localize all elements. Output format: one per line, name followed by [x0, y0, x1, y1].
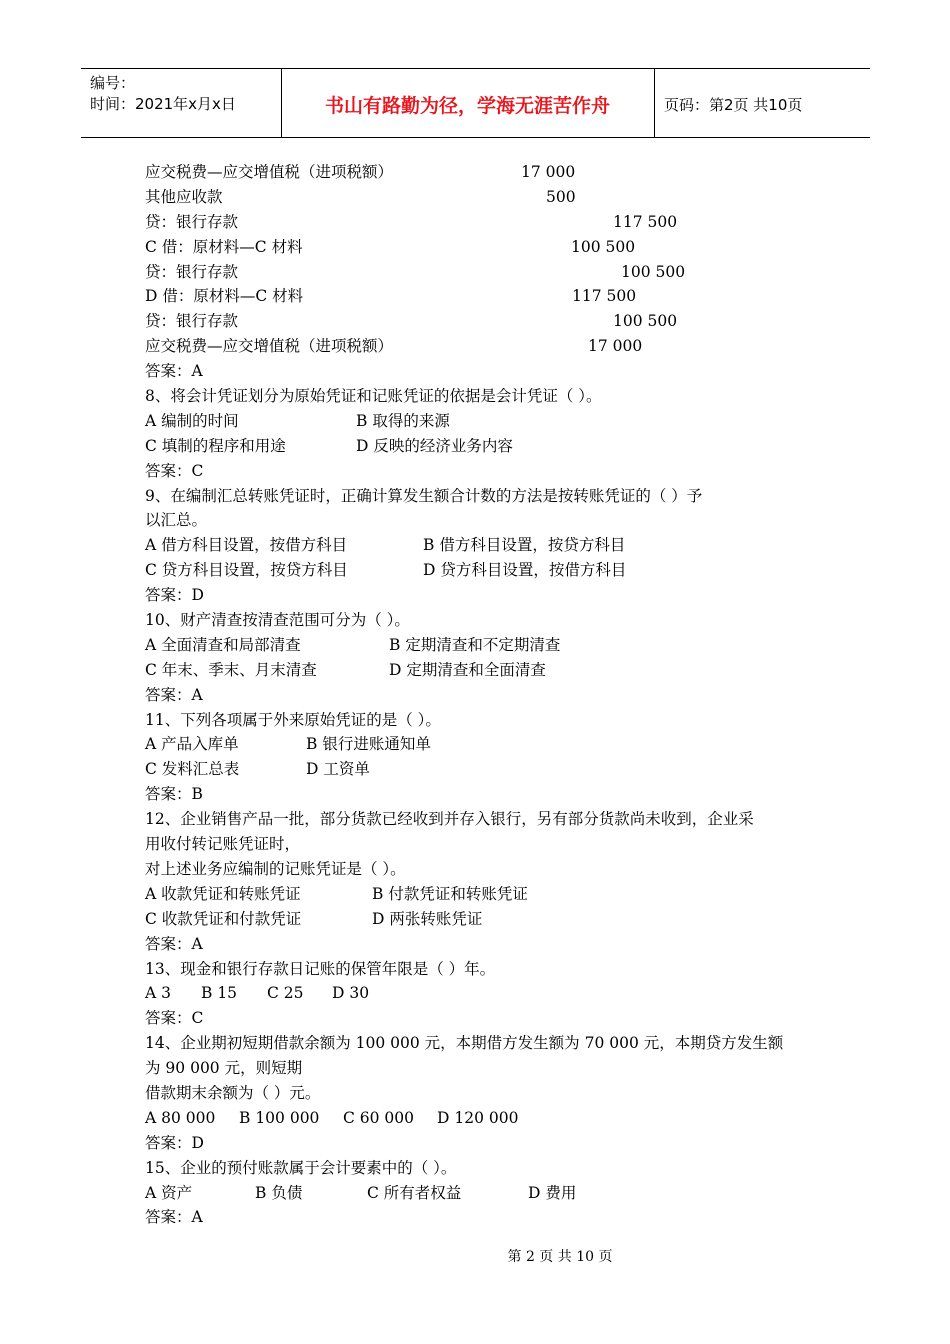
line-text: D 借：原材料—C 材料: [145, 287, 304, 306]
line-text: 答案：C: [145, 1009, 204, 1028]
text-line: [145, 210, 810, 235]
answer-option: C 收款凭证和付款凭证: [145, 909, 302, 928]
page-footer: 第 2 页 共 10 页: [507, 1249, 613, 1265]
page-header: [81, 68, 870, 138]
document-body: [145, 160, 810, 1230]
answer-option: D 120 000: [437, 1108, 519, 1127]
line-text: 答案：A: [145, 1208, 203, 1227]
answer-option: C 60 000: [343, 1108, 415, 1127]
text-line: [145, 334, 810, 359]
text-line: [145, 732, 810, 757]
text-line: [145, 1081, 810, 1106]
text-line: [145, 907, 810, 932]
answer-option: B 100 000: [239, 1108, 320, 1127]
answer-option: D 两张转账凭证: [372, 909, 483, 928]
amount: 117 500: [613, 212, 678, 231]
line-text: C 借：原材料—C 材料: [145, 237, 303, 256]
text-line: [145, 1106, 810, 1131]
text-line: [145, 1205, 810, 1230]
line-text: 答案：D: [145, 586, 204, 605]
header-motto-cell: [281, 69, 655, 137]
answer-option: D 工资单: [306, 760, 370, 779]
line-text: 11、下列各项属于外来原始凭证的是（ ）。: [145, 710, 441, 729]
line-text: 贷：银行存款: [145, 312, 239, 331]
number-label: 编号：: [90, 74, 136, 92]
text-line: [145, 1181, 810, 1206]
text-line: [145, 1056, 810, 1081]
answer-option: A 资产: [145, 1183, 193, 1202]
line-text: 答案：A: [145, 685, 203, 704]
line-text: 借款期末余额为（ ）元。: [145, 1083, 321, 1102]
answer-option: B 付款凭证和转账凭证: [372, 884, 528, 903]
answer-option: A 3: [145, 984, 171, 1003]
line-text: 10、财产清查按清查范围可分为（ ）。: [145, 611, 410, 630]
answer-option: D 费用: [528, 1183, 577, 1202]
amount: 17 000: [588, 337, 643, 356]
header-page-cell: [655, 69, 870, 137]
answer-option: C 发料汇总表: [145, 760, 240, 779]
text-line: [145, 708, 810, 733]
text-line: [145, 683, 810, 708]
text-line: [145, 583, 810, 608]
text-line: [145, 882, 810, 907]
text-line: [145, 459, 810, 484]
line-text: 13、现金和银行存款日记账的保管年限是（ ）年。: [145, 959, 496, 978]
answer-option: A 80 000: [145, 1108, 216, 1127]
text-line: [145, 782, 810, 807]
answer-option: B 银行进账通知单: [306, 735, 431, 754]
line-text: 9、在编制汇总转账凭证时，正确计算发生额合计数的方法是按转账凭证的（ ）予: [145, 486, 703, 505]
amount: 100 500: [621, 262, 686, 281]
text-line: [145, 284, 810, 309]
line-text: 为 90 000 元，则短期: [145, 1059, 303, 1078]
answer-option: B 借方科目设置，按贷方科目: [423, 536, 626, 555]
text-line: [145, 757, 810, 782]
text-line: [145, 434, 810, 459]
answer-option: C 年末、季末、月末清查: [145, 660, 317, 679]
text-line: [145, 658, 810, 683]
time-label: 时间：2021年x月x日: [90, 95, 236, 113]
text-line: [145, 533, 810, 558]
answer-option: D 30: [332, 984, 370, 1003]
line-text: 14、企业期初短期借款余额为 100 000 元，本期借方发生额为 70 000 元，本期贷方发生额: [145, 1034, 784, 1053]
text-line: [145, 957, 810, 982]
answer-option: C 25: [267, 984, 304, 1003]
text-line: [145, 508, 810, 533]
text-line: [145, 981, 810, 1006]
text-line: [145, 1006, 810, 1031]
text-line: [145, 608, 810, 633]
answer-option: A 全面清查和局部清查: [145, 635, 301, 654]
line-text: 15、企业的预付账款属于会计要素中的（ ）。: [145, 1158, 457, 1177]
line-text: 应交税费—应交增值税（进项税额）: [145, 337, 394, 356]
text-line: [145, 1131, 810, 1156]
text-line: [145, 409, 810, 434]
line-text: 用收付转记账凭证时，: [145, 835, 301, 854]
text-line: [145, 309, 810, 334]
answer-option: A 借方科目设置，按借方科目: [145, 536, 348, 555]
text-line: [145, 1156, 810, 1181]
answer-option: A 收款凭证和转账凭证: [145, 884, 301, 903]
text-line: [145, 160, 810, 185]
text-line: [145, 1031, 810, 1056]
text-line: [145, 235, 810, 260]
answer-option: D 反映的经济业务内容: [356, 436, 513, 455]
line-text: 以汇总。: [145, 511, 208, 530]
line-text: 8、将会计凭证划分为原始凭证和记账凭证的依据是会计凭证（ ）。: [145, 387, 602, 406]
text-line: [145, 484, 810, 509]
text-line: [145, 832, 810, 857]
amount: 500: [546, 187, 576, 206]
motto: 书山有路勤为径，学海无涯苦作舟: [324, 95, 610, 117]
answer-option: B 15: [201, 984, 238, 1003]
line-text: 对上述业务应编制的记账凭证是（ ）。: [145, 859, 406, 878]
answer-option: C 填制的程序和用途: [145, 436, 286, 455]
text-line: [145, 359, 810, 384]
line-text: 应交税费—应交增值税（进项税额）: [145, 163, 394, 181]
text-line: [145, 932, 810, 957]
line-text: 12、企业销售产品一批，部分货款已经收到并存入银行，另有部分货款尚未收到，企业采: [145, 810, 754, 829]
text-line: [145, 633, 810, 658]
text-line: [145, 857, 810, 882]
header-meta-cell: [81, 69, 282, 137]
answer-option: B 负债: [255, 1183, 303, 1202]
answer-option: B 取得的来源: [356, 411, 450, 430]
line-text: 答案：B: [145, 785, 203, 804]
line-text: 贷：银行存款: [145, 262, 239, 281]
text-line: [145, 260, 810, 285]
answer-option: D 贷方科目设置，按借方科目: [423, 561, 627, 580]
line-text: 答案：D: [145, 1133, 204, 1152]
answer-option: D 定期清查和全面清查: [389, 660, 546, 679]
page-info: 页码：第2页 共10页: [664, 96, 803, 114]
amount: 100 500: [613, 312, 678, 331]
text-line: [145, 185, 810, 210]
line-text: 其他应收款: [145, 187, 223, 206]
text-line: [145, 384, 810, 409]
amount: 100 500: [571, 237, 636, 256]
amount: 17 000: [521, 163, 576, 181]
answer-option: A 编制的时间: [145, 411, 239, 430]
amount: 117 500: [572, 287, 637, 306]
line-text: 答案：A: [145, 362, 203, 381]
text-line: [145, 558, 810, 583]
answer-option: A 产品入库单: [145, 735, 239, 754]
answer-option: B 定期清查和不定期清查: [389, 635, 561, 654]
line-text: 贷：银行存款: [145, 212, 239, 231]
answer-option: C 贷方科目设置，按贷方科目: [145, 561, 348, 580]
line-text: 答案：C: [145, 461, 204, 480]
text-line: [145, 807, 810, 832]
answer-option: C 所有者权益: [367, 1183, 462, 1202]
line-text: 答案：A: [145, 934, 203, 953]
